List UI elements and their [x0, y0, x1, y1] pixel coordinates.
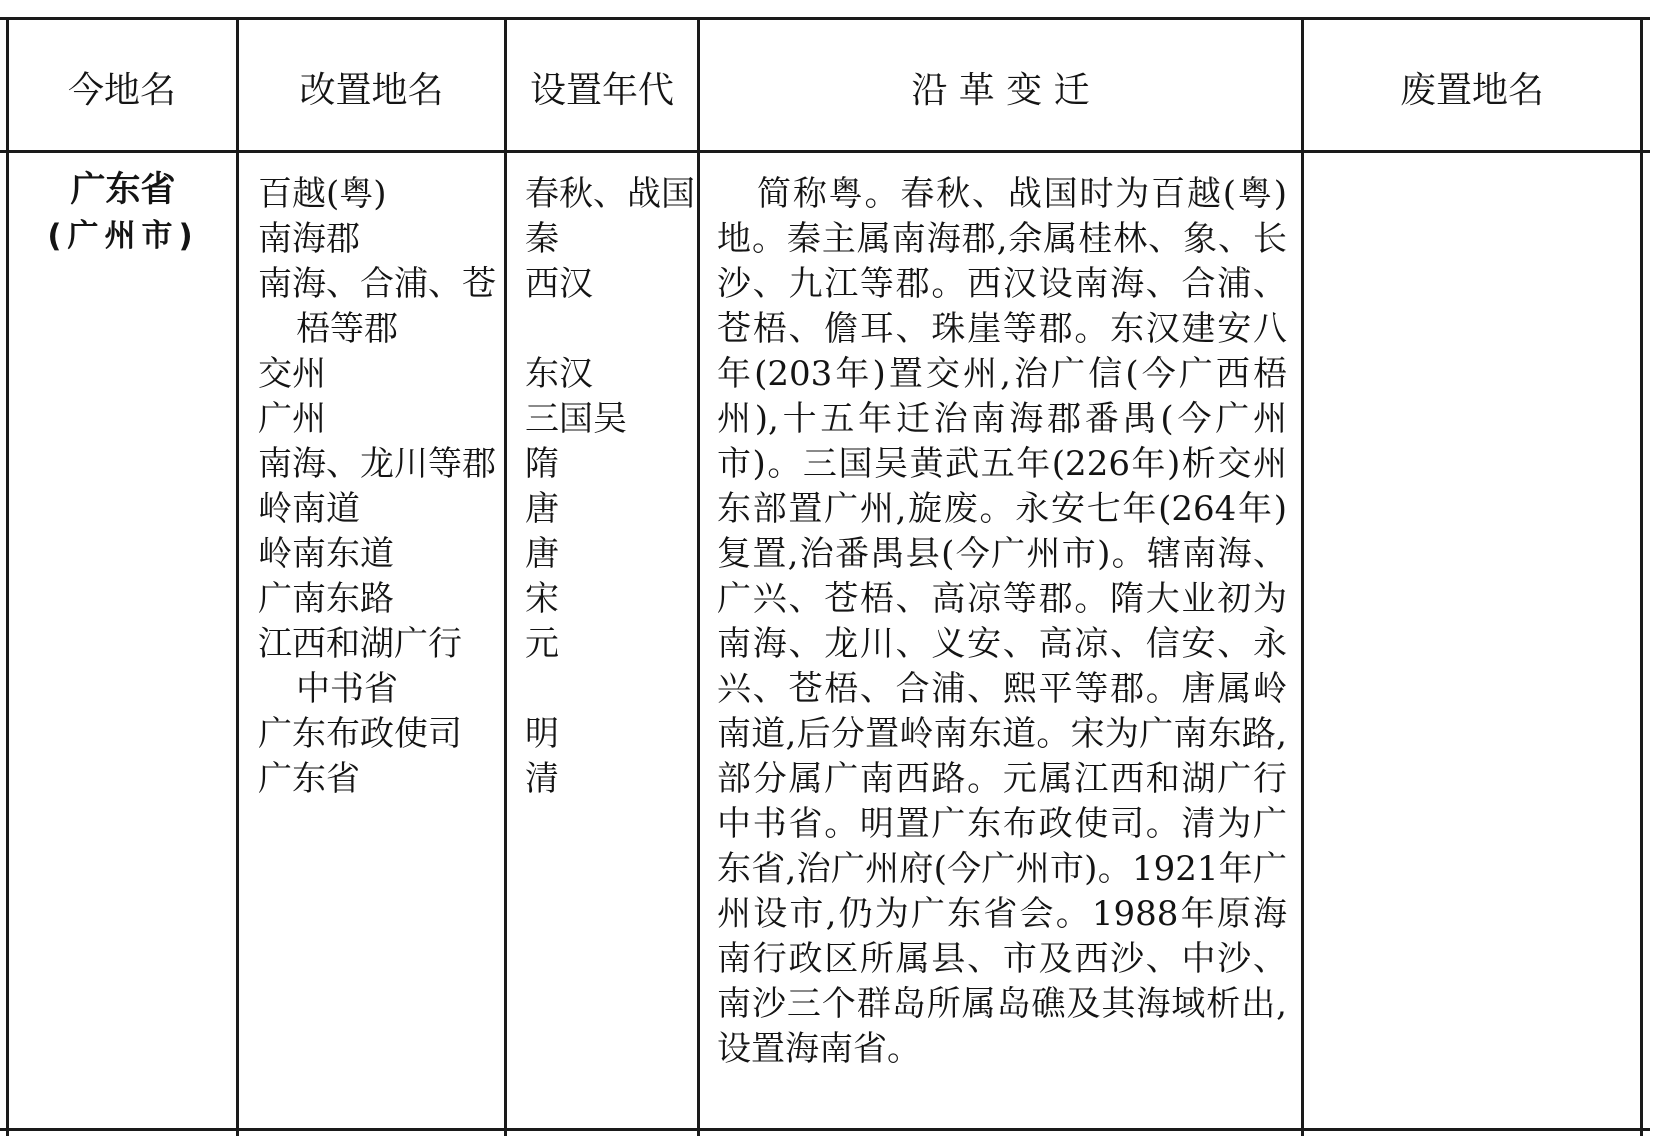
list-item: 东汉: [525, 354, 593, 394]
list-item: 三国吴: [525, 399, 627, 439]
list-item: 唐: [525, 489, 559, 529]
header-abolished-name: 废置地名: [1399, 69, 1544, 111]
list-item: 明: [525, 714, 559, 754]
list-item: 广南东路: [258, 579, 394, 619]
list-item: 广州: [258, 399, 326, 439]
list-item: 岭南东道: [258, 534, 394, 574]
list-item: 隋: [525, 444, 559, 484]
list-item: 南海郡: [258, 219, 360, 259]
history-text: 简称粤。春秋、战国时为百越(粤)地。秦主属南海郡,余属桂林、象、长沙、九江等郡。西汉设南海、合浦、苍梧、儋耳、珠崖等郡。东汉建安八年(203年)置交州,治广信(今广西梧州),十五年迁治南海郡番禺(今广州市)。三国吴黄武五年(226年)析交州东部置广州,旋废。永安七年(264年)复置,治番禺县(今广州市)。辖南海、广兴、苍梧、高凉等郡。隋大业初为南海、龙川、义安、高凉、信安、永兴、苍梧、合浦、熙平等郡。唐属岭南道,后分置岭南东道。宋为广南东路,部分属广南西路。元属江西和湖广行中书省。明置广东布政使司。清为广东省,治广州府(今广州市)。1921年广州设市,仍为广东省会。1988年原海南行政区所属县、市及西沙、中沙、南沙三个群岛所属岛礁及其海域析出,设置海南省。: [717, 174, 1287, 1069]
list-item-continuation: 中书省: [296, 669, 398, 709]
current-name-cell: 广东省: [70, 170, 176, 210]
eras-list: [525, 172, 695, 802]
list-item: 百越(粤): [258, 174, 387, 214]
header-era: 设置年代: [529, 69, 674, 111]
list-item: 清: [525, 759, 559, 799]
list-item-continuation: 梧等郡: [296, 309, 398, 349]
list-item: 南海、合浦、苍: [258, 264, 496, 304]
row-bottom-border: [0, 1128, 1650, 1131]
list-item: 岭南道: [258, 489, 360, 529]
list-item: 西汉: [525, 264, 593, 304]
list-item: 南海、龙川等郡: [258, 444, 496, 484]
current-name-sub: (广州市): [47, 218, 199, 254]
list-item: 宋: [525, 579, 559, 619]
list-item: 元: [525, 624, 559, 664]
list-item: 秦: [525, 219, 559, 259]
list-item: [258, 307, 498, 352]
col-divider-3: [697, 17, 700, 1136]
header-current-name: 今地名: [67, 69, 176, 111]
list-item: [525, 307, 695, 352]
list-item: 广东省: [258, 759, 360, 799]
list-item: [258, 667, 498, 712]
col-divider-4: [1301, 17, 1304, 1136]
list-item: 江西和湖广行: [258, 624, 462, 664]
header-changed-name: 改置地名: [299, 69, 444, 111]
list-item: 唐: [525, 534, 559, 574]
header-history: 沿 革 变 迁: [911, 69, 1090, 111]
list-item: 广东布政使司: [258, 714, 462, 754]
col-divider-2: [504, 17, 507, 1136]
changed-names-list: [258, 172, 498, 802]
list-item: 春秋、战国: [525, 174, 695, 214]
list-item: [525, 667, 695, 712]
table-right-border: [1640, 17, 1643, 1136]
list-item: 交州: [258, 354, 326, 394]
